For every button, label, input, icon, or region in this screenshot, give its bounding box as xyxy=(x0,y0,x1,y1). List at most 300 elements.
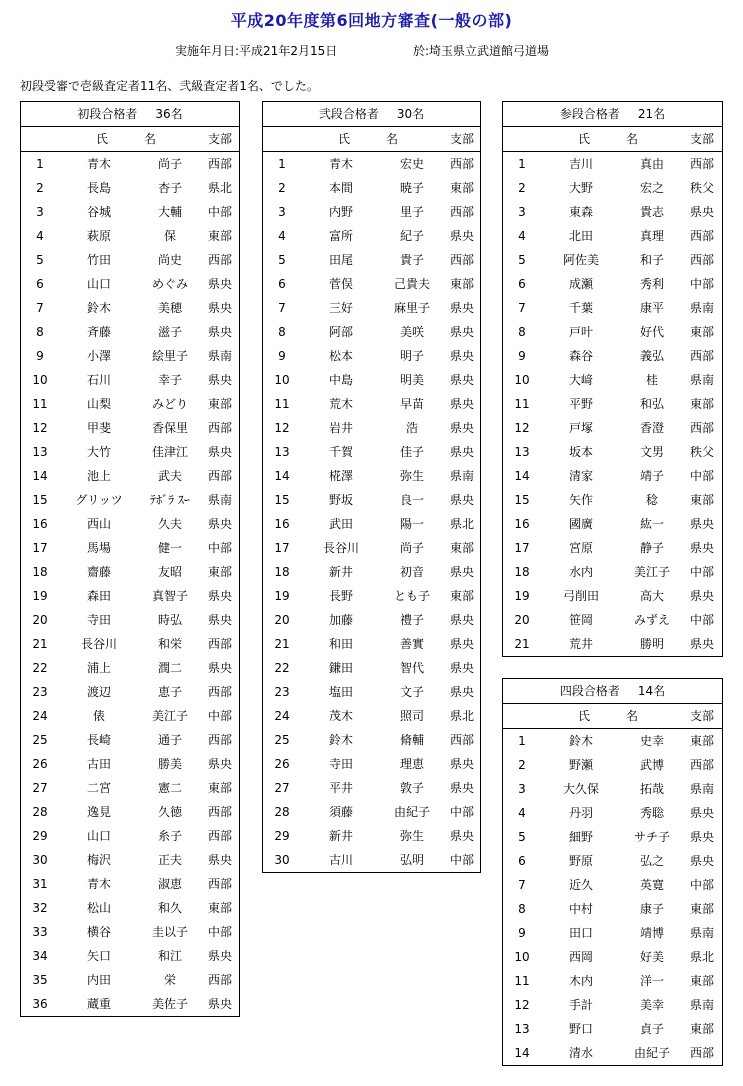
column-header-row xyxy=(503,704,722,729)
given-name: 弥生 xyxy=(399,469,424,483)
branch: 東部 xyxy=(449,589,474,603)
table-title: 参段合格者 xyxy=(559,107,620,121)
row-number: 10 xyxy=(514,373,530,387)
branch: 県央 xyxy=(207,325,232,339)
given-name: 友昭 xyxy=(157,565,182,579)
family-name: 青木 xyxy=(86,877,111,891)
table-row xyxy=(21,704,239,728)
given-name: 文男 xyxy=(639,445,664,459)
row-number: 11 xyxy=(274,397,290,411)
branch: 西部 xyxy=(207,253,232,267)
table-row xyxy=(263,368,480,392)
family-name: 萩原 xyxy=(86,229,111,243)
table-row xyxy=(503,921,722,945)
given-name: サチ子 xyxy=(633,830,670,844)
given-name: 真理 xyxy=(639,229,664,243)
branch: 県央 xyxy=(689,637,714,651)
given-name: 靖子 xyxy=(639,469,664,483)
table-row xyxy=(263,200,480,224)
given-name: 好代 xyxy=(639,325,664,339)
row-number: 16 xyxy=(274,517,290,531)
row-number: 10 xyxy=(514,950,530,964)
given-name: 正夫 xyxy=(157,853,182,867)
row-number: 4 xyxy=(518,806,526,820)
table-row xyxy=(503,536,722,560)
table-row xyxy=(503,945,722,969)
row-number: 12 xyxy=(32,421,48,435)
branch: 西部 xyxy=(689,157,714,171)
family-name: 大野 xyxy=(568,181,593,195)
row-number: 14 xyxy=(514,469,530,483)
family-name: 平井 xyxy=(328,781,353,795)
row-number: 8 xyxy=(36,325,44,339)
family-name: 俵 xyxy=(92,709,105,723)
result-note: 初段受審で壱級査定者11名、弐級査定者1名、でした。 xyxy=(20,79,319,93)
branch: 県央 xyxy=(449,325,474,339)
given-name: 禮子 xyxy=(399,613,424,627)
row-number: 2 xyxy=(36,181,44,195)
family-name: 長谷川 xyxy=(322,541,359,555)
branch: 県央 xyxy=(207,997,232,1011)
table-row xyxy=(21,200,239,224)
family-name: 逸見 xyxy=(86,805,111,819)
family-name: 大久保 xyxy=(562,782,599,796)
table-row xyxy=(263,512,480,536)
row-number: 13 xyxy=(274,445,290,459)
row-number: 28 xyxy=(274,805,290,819)
table-row xyxy=(503,176,722,200)
table-header xyxy=(503,102,722,127)
table-row xyxy=(21,896,239,920)
branch: 中部 xyxy=(449,805,474,819)
sandan-table xyxy=(502,101,723,657)
given-name: 香保里 xyxy=(151,421,188,435)
family-name: 手計 xyxy=(568,998,593,1012)
given-name: 宏之 xyxy=(639,181,664,195)
given-name: 宏史 xyxy=(399,157,424,171)
family-name: 馬場 xyxy=(86,541,111,555)
family-name: 長島 xyxy=(86,181,111,195)
row-number: 15 xyxy=(32,493,48,507)
branch: 西部 xyxy=(207,973,232,987)
family-name: 阿部 xyxy=(328,325,353,339)
branch: 県央 xyxy=(449,613,474,627)
row-number: 35 xyxy=(32,973,48,987)
family-name: 鈴木 xyxy=(328,733,353,747)
given-name: 久徳 xyxy=(157,805,182,819)
table-row xyxy=(21,680,239,704)
row-number: 9 xyxy=(518,349,526,363)
table-row xyxy=(21,776,239,800)
family-name: 小澤 xyxy=(86,349,111,363)
table-row xyxy=(21,584,239,608)
given-name: 佳津江 xyxy=(151,445,188,459)
table-row xyxy=(21,848,239,872)
table-row xyxy=(503,368,722,392)
table-header xyxy=(503,679,722,704)
family-name: 北田 xyxy=(568,229,593,243)
given-name: 健一 xyxy=(157,541,182,555)
family-name: 矢口 xyxy=(86,949,111,963)
row-number: 9 xyxy=(518,926,526,940)
branch: 県南 xyxy=(207,493,232,507)
row-number: 13 xyxy=(514,445,530,459)
branch: 西部 xyxy=(207,685,232,699)
given-name: 弘明 xyxy=(399,853,424,867)
family-name: 新井 xyxy=(328,565,353,579)
table-row xyxy=(503,392,722,416)
row-number: 18 xyxy=(274,565,290,579)
table-row xyxy=(503,320,722,344)
table-row xyxy=(21,968,239,992)
given-name: 明子 xyxy=(399,349,424,363)
given-name: 弘之 xyxy=(639,854,664,868)
row-number: 23 xyxy=(274,685,290,699)
family-name: 青木 xyxy=(328,157,353,171)
family-name: 古川 xyxy=(328,853,353,867)
row-number: 14 xyxy=(274,469,290,483)
given-name: 脩輔 xyxy=(399,733,424,747)
row-number: 4 xyxy=(518,229,526,243)
row-number: 8 xyxy=(278,325,286,339)
branch: 西部 xyxy=(207,421,232,435)
family-name: 茂木 xyxy=(328,709,353,723)
row-number: 5 xyxy=(518,830,526,844)
column-header-row xyxy=(503,127,722,152)
row-number: 14 xyxy=(32,469,48,483)
branch: 東部 xyxy=(449,277,474,291)
family-name: 中島 xyxy=(328,373,353,387)
branch: 県央 xyxy=(207,661,232,675)
table-row xyxy=(263,272,480,296)
row-number: 3 xyxy=(278,205,286,219)
family-name: 阿佐美 xyxy=(562,253,599,267)
branch: 県央 xyxy=(207,517,232,531)
family-name: 細野 xyxy=(568,830,593,844)
row-number: 25 xyxy=(274,733,290,747)
table-row xyxy=(503,464,722,488)
table-row xyxy=(263,176,480,200)
given-name: 由紀子 xyxy=(393,805,430,819)
given-name: 早苗 xyxy=(399,397,424,411)
given-name: 初音 xyxy=(399,565,424,579)
row-number: 16 xyxy=(514,517,530,531)
row-number: 27 xyxy=(274,781,290,795)
given-name: 圭以子 xyxy=(151,925,188,939)
row-number: 33 xyxy=(32,925,48,939)
table-row xyxy=(21,152,239,176)
branch: 西部 xyxy=(689,229,714,243)
branch: 東部 xyxy=(207,229,232,243)
table-row xyxy=(263,440,480,464)
given-name: 史幸 xyxy=(639,734,664,748)
given-name: 里子 xyxy=(399,205,424,219)
branch: 県北 xyxy=(689,950,714,964)
row-number: 10 xyxy=(274,373,290,387)
table-count: 21名 xyxy=(637,107,666,121)
given-name: ﾃﾎﾞﾗ ｽｰ xyxy=(150,493,190,507)
row-number: 11 xyxy=(32,397,48,411)
branch: 西部 xyxy=(689,421,714,435)
table-row xyxy=(263,320,480,344)
given-name: 真智子 xyxy=(151,589,188,603)
branch: 県央 xyxy=(689,517,714,531)
branch: 西部 xyxy=(449,253,474,267)
family-name: 鈴木 xyxy=(86,301,111,315)
row-number: 1 xyxy=(278,157,286,171)
row-number: 18 xyxy=(514,565,530,579)
table-row xyxy=(263,632,480,656)
shodan-table xyxy=(20,101,240,1017)
given-name: 秀聡 xyxy=(639,806,664,820)
family-name: 梅沢 xyxy=(86,853,111,867)
row-number: 13 xyxy=(32,445,48,459)
table-row xyxy=(503,440,722,464)
row-number: 5 xyxy=(36,253,44,267)
branch: 県央 xyxy=(449,421,474,435)
branch: 県央 xyxy=(207,853,232,867)
family-name: 戸叶 xyxy=(568,325,593,339)
branch: 中部 xyxy=(689,277,714,291)
table-row xyxy=(21,872,239,896)
row-number: 3 xyxy=(518,782,526,796)
table-row xyxy=(503,512,722,536)
given-name: 暁子 xyxy=(399,181,424,195)
given-name: 真由 xyxy=(639,157,664,171)
row-number: 22 xyxy=(274,661,290,675)
row-number: 27 xyxy=(32,781,48,795)
branch: 中部 xyxy=(207,541,232,555)
table-row xyxy=(263,488,480,512)
branch: 西部 xyxy=(207,733,232,747)
branch: 西部 xyxy=(207,805,232,819)
given-name: 武博 xyxy=(639,758,664,772)
table-row xyxy=(263,248,480,272)
row-number: 6 xyxy=(518,277,526,291)
branch: 県北 xyxy=(449,517,474,531)
branch: 県央 xyxy=(449,637,474,651)
table-row xyxy=(503,152,722,176)
family-name: 野瀬 xyxy=(568,758,593,772)
given-name: 理恵 xyxy=(399,757,424,771)
table-row xyxy=(263,848,480,872)
table-row xyxy=(263,776,480,800)
family-name: 弓削田 xyxy=(562,589,599,603)
branch: 県央 xyxy=(449,685,474,699)
family-name: 武田 xyxy=(328,517,353,531)
table-row xyxy=(503,969,722,993)
branch: 県央 xyxy=(689,205,714,219)
column-header-name: 氏 名 xyxy=(337,132,398,146)
table-row xyxy=(263,344,480,368)
row-number: 6 xyxy=(518,854,526,868)
branch: 県央 xyxy=(449,661,474,675)
given-name: 栄 xyxy=(163,973,176,987)
given-name: 智代 xyxy=(399,661,424,675)
column-header-branch: 支部 xyxy=(689,132,714,146)
table-title: 初段合格者 xyxy=(77,107,138,121)
branch: 県央 xyxy=(207,373,232,387)
branch: 県南 xyxy=(689,301,714,315)
branch: 中部 xyxy=(689,613,714,627)
family-name: 丹羽 xyxy=(568,806,593,820)
table-row xyxy=(21,512,239,536)
given-name: 美佐子 xyxy=(151,997,188,1011)
row-number: 2 xyxy=(518,758,526,772)
given-name: 美穂 xyxy=(157,301,182,315)
branch: 東部 xyxy=(689,902,714,916)
table-row xyxy=(263,680,480,704)
column-header-row xyxy=(263,127,480,152)
family-name: 田口 xyxy=(568,926,593,940)
given-name: 義弘 xyxy=(639,349,664,363)
given-name: 貴志 xyxy=(639,205,664,219)
family-name: 椛澤 xyxy=(328,469,353,483)
row-number: 17 xyxy=(274,541,290,555)
table-row xyxy=(263,704,480,728)
table-row xyxy=(21,488,239,512)
row-number: 30 xyxy=(32,853,48,867)
given-name: 通子 xyxy=(157,733,182,747)
table-row xyxy=(503,1041,722,1065)
family-name: 大﨑 xyxy=(568,373,593,387)
branch: 西部 xyxy=(689,253,714,267)
table-row xyxy=(21,920,239,944)
family-name: 荒井 xyxy=(568,637,593,651)
branch: 県央 xyxy=(207,949,232,963)
table-row xyxy=(503,488,722,512)
given-name: 和久 xyxy=(157,901,182,915)
branch: 東部 xyxy=(689,734,714,748)
given-name: 陽一 xyxy=(399,517,424,531)
family-name: 水内 xyxy=(568,565,593,579)
branch: 県南 xyxy=(689,782,714,796)
branch: 県北 xyxy=(449,709,474,723)
family-name: 青木 xyxy=(86,157,111,171)
given-name: 大輔 xyxy=(157,205,182,219)
given-name: 和栄 xyxy=(157,637,182,651)
branch: 県北 xyxy=(207,181,232,195)
branch: 東部 xyxy=(449,181,474,195)
row-number: 5 xyxy=(278,253,286,267)
table-row xyxy=(503,560,722,584)
row-number: 16 xyxy=(32,517,48,531)
given-name: 貴子 xyxy=(399,253,424,267)
table-row xyxy=(263,824,480,848)
family-name: 吉川 xyxy=(568,157,593,171)
family-name: 野口 xyxy=(568,1022,593,1036)
row-number: 17 xyxy=(32,541,48,555)
given-name: 尚子 xyxy=(157,157,182,171)
table-row xyxy=(503,248,722,272)
family-name: 野坂 xyxy=(328,493,353,507)
table-row xyxy=(503,344,722,368)
family-name: 三好 xyxy=(328,301,353,315)
family-name: 宮原 xyxy=(568,541,593,555)
table-row xyxy=(21,464,239,488)
branch: 県央 xyxy=(207,301,232,315)
row-number: 15 xyxy=(514,493,530,507)
branch: 県央 xyxy=(207,589,232,603)
given-name: 敦子 xyxy=(399,781,424,795)
branch: 秩父 xyxy=(689,445,714,459)
table-row xyxy=(503,897,722,921)
family-name: 内野 xyxy=(328,205,353,219)
table-count: 30名 xyxy=(396,107,425,121)
given-name: 糸子 xyxy=(157,829,182,843)
family-name: 西山 xyxy=(86,517,111,531)
given-name: 勝美 xyxy=(157,757,182,771)
row-number: 5 xyxy=(518,253,526,267)
row-number: 28 xyxy=(32,805,48,819)
branch: 西部 xyxy=(449,733,474,747)
family-name: 新井 xyxy=(328,829,353,843)
family-name: 西岡 xyxy=(568,950,593,964)
family-name: 古田 xyxy=(86,757,111,771)
given-name: 和江 xyxy=(157,949,182,963)
family-name: 清家 xyxy=(568,469,593,483)
branch: 西部 xyxy=(207,877,232,891)
branch: 県央 xyxy=(449,229,474,243)
row-number: 20 xyxy=(32,613,48,627)
row-number: 12 xyxy=(274,421,290,435)
table-row xyxy=(263,560,480,584)
column-header-branch: 支部 xyxy=(207,132,232,146)
table-row xyxy=(503,632,722,656)
family-name: 浦上 xyxy=(86,661,111,675)
column-header-name: 氏 名 xyxy=(577,709,638,723)
family-name: 國廣 xyxy=(568,517,593,531)
table-row xyxy=(263,152,480,176)
row-number: 21 xyxy=(32,637,48,651)
table-row xyxy=(503,993,722,1017)
family-name: 平野 xyxy=(568,397,593,411)
branch: 県南 xyxy=(207,349,232,363)
branch: 県央 xyxy=(449,565,474,579)
row-number: 19 xyxy=(32,589,48,603)
row-number: 10 xyxy=(32,373,48,387)
row-number: 4 xyxy=(278,229,286,243)
given-name: 紘一 xyxy=(639,517,664,531)
row-number: 12 xyxy=(514,421,530,435)
given-name: 英寛 xyxy=(639,878,664,892)
given-name: 浩 xyxy=(405,421,418,435)
given-name: 勝明 xyxy=(639,637,664,651)
table-row xyxy=(21,416,239,440)
given-name: 高大 xyxy=(639,589,664,603)
table-row xyxy=(21,440,239,464)
given-name: とも子 xyxy=(393,589,430,603)
table-row xyxy=(503,873,722,897)
family-name: 横谷 xyxy=(86,925,111,939)
table-row xyxy=(21,656,239,680)
given-name: 和弘 xyxy=(639,397,664,411)
row-number: 30 xyxy=(274,853,290,867)
family-name: 戸塚 xyxy=(568,421,593,435)
table-row xyxy=(503,729,722,753)
branch: 県央 xyxy=(207,613,232,627)
branch: 東部 xyxy=(207,565,232,579)
table-row xyxy=(21,752,239,776)
table-row xyxy=(21,344,239,368)
branch: 県央 xyxy=(689,589,714,603)
family-name: 森谷 xyxy=(568,349,593,363)
branch: 西部 xyxy=(449,205,474,219)
family-name: 千賀 xyxy=(328,445,353,459)
branch: 東部 xyxy=(689,974,714,988)
family-name: 長崎 xyxy=(86,733,111,747)
family-name: 鈴木 xyxy=(568,734,593,748)
